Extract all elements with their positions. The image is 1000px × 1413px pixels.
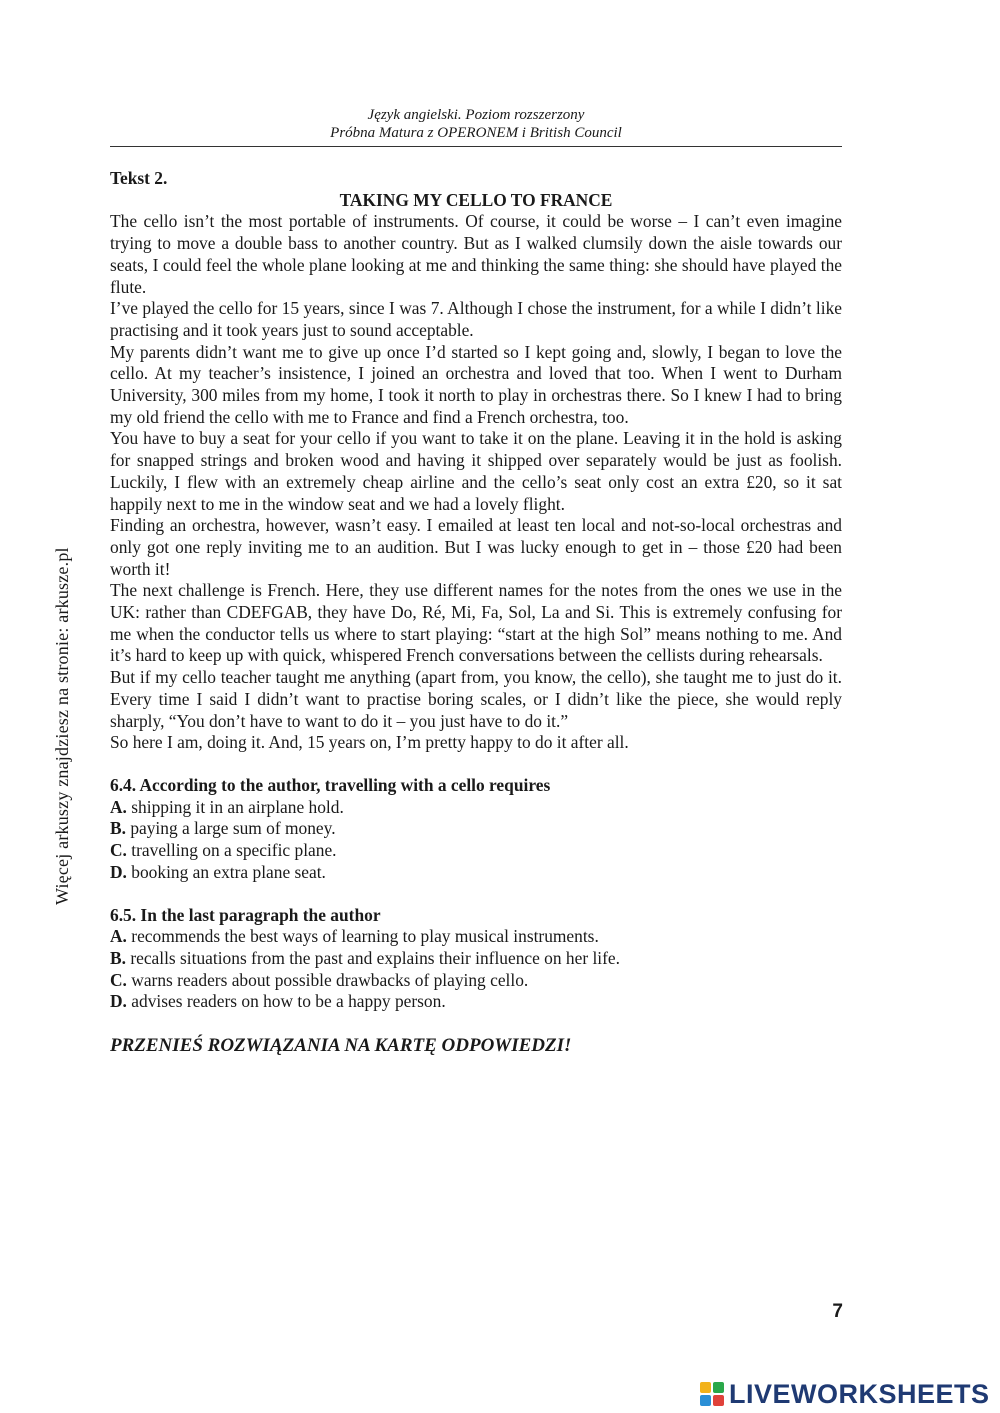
text-label: Tekst 2. (110, 168, 168, 188)
option-text: shipping it in an airplane hold. (131, 796, 344, 817)
option-text: warns readers about possible drawbacks of playing cello. (131, 969, 529, 990)
exam-content (110, 168, 842, 1076)
option-letter: D. (110, 991, 127, 1012)
option-text: paying a large sum of money. (130, 818, 336, 839)
answer-option-c[interactable] (110, 970, 842, 992)
liveworksheets-wordmark: LIVEWORKSHEETS (729, 1378, 990, 1409)
liveworksheets-logo (700, 1378, 990, 1410)
option-text: recommends the best ways of learning to play musical instruments. (131, 926, 599, 947)
paragraph: Finding an orchestra, however, wasn’t easy. I emailed at least ten local and not-so-local orchestras and only got one reply inviting me to an audition. But I was lucky enough to get in – those £20 had been worth it! (110, 515, 842, 579)
option-letter: B. (110, 947, 126, 968)
logo-tile (700, 1382, 711, 1393)
answer-option-b[interactable] (110, 818, 842, 840)
answer-option-d[interactable] (110, 991, 842, 1013)
option-letter: A. (110, 926, 127, 947)
option-letter: C. (110, 840, 127, 861)
paragraph: I’ve played the cello for 15 years, since I was 7. Although I chose the instrument, for a while I didn’t like practising and it took years just to sound acceptable. (110, 298, 842, 340)
option-text: travelling on a specific plane. (131, 840, 337, 861)
paragraph: But if my cello teacher taught me anything (apart from, you know, the cello), she taught me to just do it. Every time I said I didn’t want to practise boring scales, or I didn’t like the piece, she would reply sharply, “You don’t have to want to do it – you just have to do it.” (110, 667, 842, 731)
transfer-answers-note: PRZENIEŚ ROZWIĄZANIA NA KARTĘ ODPOWIEDZI! (110, 1035, 572, 1057)
logo-tile (713, 1395, 724, 1406)
option-text: booking an extra plane seat. (131, 861, 326, 882)
logo-tile (713, 1382, 724, 1393)
option-letter: B. (110, 818, 126, 839)
side-watermark-text: Więcej arkuszy znajdziesz na stronie: arkusze.pl (52, 547, 72, 905)
question-6-4 (110, 775, 842, 884)
option-letter: A. (110, 796, 127, 817)
page-number: 7 (832, 1301, 843, 1322)
running-header (110, 106, 842, 142)
option-text: advises readers on how to be a happy person. (131, 991, 446, 1012)
header-exam: Próbna Matura z OPERONEM i British Council (330, 125, 622, 141)
header-subject: Język angielski. Poziom rozszerzony (367, 107, 585, 123)
answer-option-a[interactable] (110, 797, 842, 819)
paragraph: The cello isn’t the most portable of instruments. Of course, it could be worse – I can’t even imagine trying to move a double bass to another country. But as I walked clumsily down the aisle towards our seats, I could feel the whole plane looking at me and thinking the same thing: she should have played the flute. (110, 211, 842, 297)
liveworksheets-logo-icon (700, 1382, 724, 1406)
text-title: TAKING MY CELLO TO FRANCE (339, 189, 613, 210)
question-title: 6.4. According to the author, travelling with a cello requires (110, 774, 551, 795)
option-text: recalls situations from the past and explains their influence on her life. (130, 947, 620, 968)
question-6-5 (110, 905, 842, 1014)
answer-option-b[interactable] (110, 948, 842, 970)
header-divider (110, 146, 842, 147)
answer-option-a[interactable] (110, 926, 842, 948)
paragraph: My parents didn’t want me to give up once I’d started so I kept going and, slowly, I began to love the cello. At my teacher’s insistence, I joined an orchestra and loved that too. When I went to Durham University, 300 miles from my home, I took it north to play in orchestras there. So I knew I had to bring my old friend the cello with me to France and find a French orchestra, too. (110, 341, 842, 427)
paragraph: The next challenge is French. Here, they use different names for the notes from the ones we use in the UK: rather than CDEFGAB, they have Do, Ré, Mi, Fa, Sol, La and Si. This is extremely confusing for me when the conductor tells us where to start playing: “start at the high Sol” means nothing to me. And it’s hard to keep up with quick, whispered French conversations between the cellists during rehearsals. (110, 580, 842, 666)
answer-option-d[interactable] (110, 862, 842, 884)
paragraph: So here I am, doing it. And, 15 years on, I’m pretty happy to do it after all. (110, 732, 629, 753)
logo-tile (700, 1395, 711, 1406)
answer-option-c[interactable] (110, 840, 842, 862)
paragraph: You have to buy a seat for your cello if you want to take it on the plane. Leaving it in the hold is asking for snapped strings and broken wood and having it shipped over separately would be just as foolish. Luckily, I flew with an extremely cheap airline and the cello’s seat only cost an extra £20, so it sat happily next to me in the window seat and we had a lovely flight. (110, 428, 842, 514)
option-letter: D. (110, 861, 127, 882)
question-title: 6.5. In the last paragraph the author (110, 904, 381, 925)
option-letter: C. (110, 969, 127, 990)
